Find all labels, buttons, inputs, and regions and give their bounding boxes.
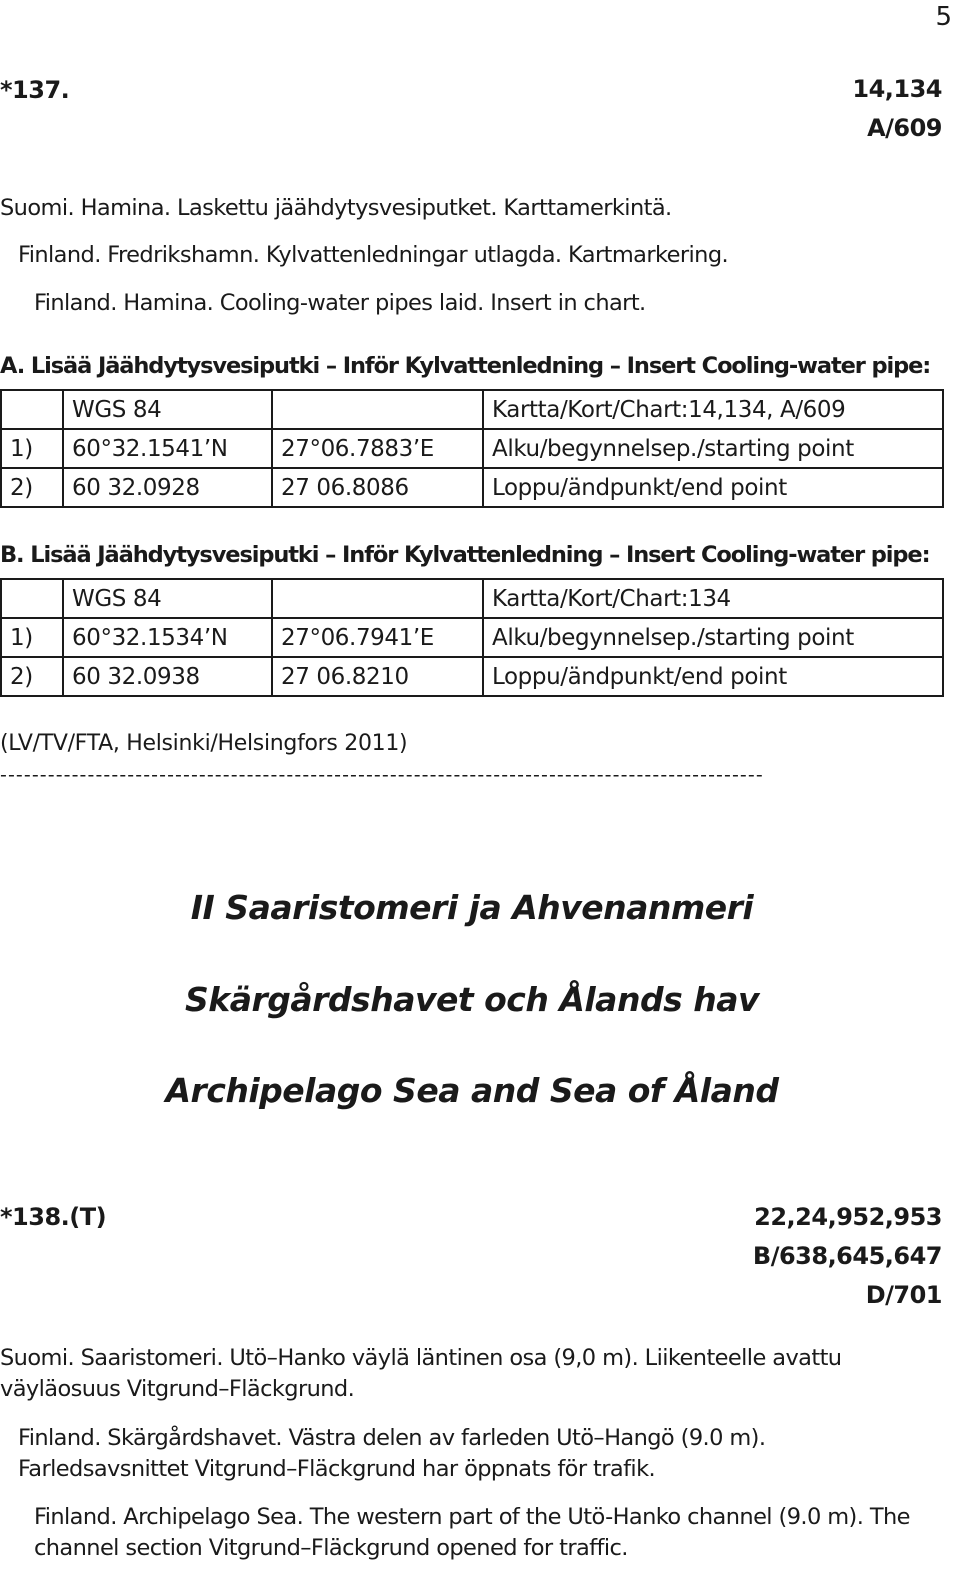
table-row — [1, 657, 943, 696]
notice-138-charts — [753, 1198, 942, 1315]
section-b-coordinate-table — [0, 578, 944, 697]
point-description: Alku/begynnelsep./starting point — [483, 618, 943, 657]
chart-number: 22,24,952,953 — [754, 1203, 942, 1231]
chart-number: A/609 — [867, 114, 942, 142]
section-a-heading: A. Lisää Jäähdytysvesiputki – Inför Kylvattenledning – Insert Cooling-water pipe: — [0, 353, 931, 379]
point-description: Loppu/ändpunkt/end point — [483, 468, 943, 507]
chart-number: D/701 — [865, 1281, 942, 1309]
longitude: 27 06.8210 — [272, 657, 483, 696]
point-number: 2) — [1, 468, 63, 507]
table-row — [1, 429, 943, 468]
notice-137-text-en: Finland. Hamina. Cooling-water pipes laid. Insert in chart. — [34, 290, 646, 316]
notice-137-text-fi: Suomi. Hamina. Laskettu jäähdytysvesiputket. Karttamerkintä. — [0, 195, 672, 221]
latitude: 60°32.1534’N — [63, 618, 272, 657]
point-number: 1) — [1, 429, 63, 468]
notice-137-id: *137. — [0, 76, 70, 104]
separator-line: ------------------------------------------------------------------------------------------------ — [0, 764, 764, 786]
chart-cell: Kartta/Kort/Chart:14,134, A/609 — [483, 390, 943, 429]
table-row — [1, 618, 943, 657]
region-title-en: Archipelago Sea and Sea of Åland — [165, 1071, 779, 1110]
latitude: 60°32.1541’N — [63, 429, 272, 468]
table-row — [1, 468, 943, 507]
chart-cell: Kartta/Kort/Chart:134 — [483, 579, 943, 618]
notice-137-text-sv: Finland. Fredrikshamn. Kylvattenledningar utlagda. Kartmarkering. — [18, 242, 729, 268]
notice-138-text-en: Finland. Archipelago Sea. The western part of the Utö-Hanko channel (9.0 m). The channel section Vitgrund–Fläckgrund opened for traffic. — [34, 1504, 910, 1561]
point-number: 1) — [1, 618, 63, 657]
longitude: 27°06.7941’E — [272, 618, 483, 657]
notice-138-id: *138.(T) — [0, 1203, 107, 1231]
longitude: 27 06.8086 — [272, 468, 483, 507]
notice-138-text-fi: Suomi. Saaristomeri. Utö–Hanko väylä läntinen osa (9,0 m). Liikenteelle avattu väyläosuus Vitgrund–Fläckgrund. — [0, 1345, 842, 1402]
chart-number: 14,134 — [852, 75, 942, 103]
point-number: 2) — [1, 657, 63, 696]
chart-number: B/638,645,647 — [752, 1242, 942, 1270]
section-a-coordinate-table — [0, 389, 944, 508]
point-description: Alku/begynnelsep./starting point — [483, 429, 943, 468]
notice-137-charts — [852, 70, 942, 148]
table-row — [1, 390, 943, 429]
page-number: 5 — [935, 2, 952, 32]
source-line: (LV/TV/FTA, Helsinki/Helsingfors 2011) — [0, 731, 408, 756]
datum-cell: WGS 84 — [63, 390, 272, 429]
notice-138-text-sv: Finland. Skärgårdshavet. Västra delen av farleden Utö–Hangö (9.0 m). Farledsavsnittet Vitgrund–Fläckgrund har öppnats för trafik. — [18, 1425, 766, 1482]
point-description: Loppu/ändpunkt/end point — [483, 657, 943, 696]
region-title-sv: Skärgårdshavet och Ålands hav — [185, 980, 759, 1019]
region-title-fi: II Saaristomeri ja Ahvenanmeri — [190, 888, 754, 927]
latitude: 60 32.0938 — [63, 657, 272, 696]
table-row — [1, 579, 943, 618]
longitude: 27°06.7883’E — [272, 429, 483, 468]
datum-cell: WGS 84 — [63, 579, 272, 618]
section-b-heading: B. Lisää Jäähdytysvesiputki – Inför Kylvattenledning – Insert Cooling-water pipe: — [0, 542, 930, 568]
latitude: 60 32.0928 — [63, 468, 272, 507]
